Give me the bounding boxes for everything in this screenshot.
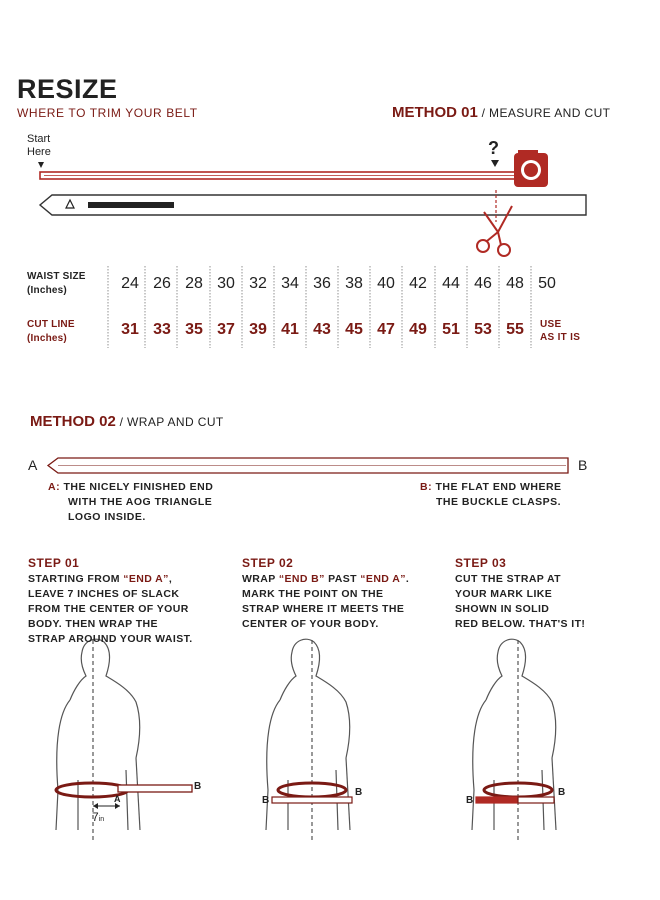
seven-value: 7 [92,810,99,824]
waist-size-value: 46 [474,275,492,292]
step-02-text-mid: PAST [324,573,361,585]
cut-line-label-2: (Inches) [27,333,67,344]
cut-line-value: 55 [506,321,524,338]
step-01 [28,556,238,647]
method-02-code: METHOD 02 [30,413,116,430]
waist-size-label [27,270,86,298]
question-mark: ? [488,138,499,158]
end-b-desc-2: THE BUCKLE CLASPS. [436,496,562,508]
cut-line-value: 49 [409,321,427,338]
step-02-text-end: . [405,573,410,585]
step-01-heading: STEP 01 [28,556,80,570]
use-as-is-line-2: AS IT IS [540,332,581,343]
step-01-text-comma: , [168,573,173,585]
step-02-b-left-label: B [262,795,270,806]
cut-line-value: 39 [249,321,267,338]
waist-size-value: 32 [249,275,267,292]
step-01-a-label: A [114,794,121,804]
waist-size-value: 44 [442,275,460,292]
cut-line-value: 43 [313,321,331,338]
method-02-heading [30,413,224,430]
step-03-figure [472,639,556,840]
waist-size-label-1: WAIST SIZE [27,271,86,282]
end-b-label: B [578,457,588,473]
waist-size-value: 24 [121,275,139,292]
seven-inches-label [92,810,104,824]
step-01-text-rest: LEAVE 7 INCHES OF SLACK FROM THE CENTER OF YOUR BODY. THEN WRAP THE STRAP AROUND YOUR WAIST. [28,588,193,645]
waist-size-value: 38 [345,275,363,292]
step-03-heading: STEP 03 [455,556,507,570]
step-01-text-start: STARTING FROM [28,573,124,585]
cut-line-label [27,318,75,346]
method-02-title: / WRAP AND CUT [115,415,224,429]
waist-size-label-2: (Inches) [27,285,67,296]
end-a-label: A [28,457,38,473]
cut-line-label-1: CUT LINE [27,319,75,330]
cut-line-value: 37 [217,321,235,338]
step-02-text-rest: MARK THE POINT ON THE STRAP WHERE IT MEETS THE CENTER OF YOUR BODY. [242,588,405,630]
waist-size-value: 36 [313,275,331,292]
waist-size-value: 26 [153,275,171,292]
method-01-code: METHOD 01 [392,104,478,121]
cut-line-value: 41 [281,321,299,338]
cut-line-value: 53 [474,321,492,338]
tape-measure-icon [514,150,548,187]
end-a-description [48,480,213,525]
cut-line-value: 33 [153,321,171,338]
step-01-b-label: B [194,781,202,792]
end-a-desc-3: LOGO INSIDE. [68,511,146,523]
end-b-description [420,480,562,510]
cut-line-value: 45 [345,321,363,338]
waist-size-value: 48 [506,275,524,292]
step-02-text-start: WRAP [242,573,279,585]
method-01-title: / MEASURE AND CUT [477,106,611,120]
end-a-desc-1: THE NICELY FINISHED END [60,481,214,493]
waist-size-value: 30 [217,275,235,292]
cut-line-value: 31 [121,321,139,338]
step-02-end-b: “END B” [278,573,325,585]
step-02-end-a: “END A” [360,573,406,585]
belt-diagram [40,190,586,222]
question-arrow-icon [491,160,499,167]
step-03-b-right-label: B [558,787,566,798]
end-a-key: A: [48,481,61,493]
inches-unit: in [98,816,105,823]
end-b-desc-1: THE FLAT END WHERE [432,481,562,493]
waist-size-value: 28 [185,275,203,292]
cut-line-value: 47 [377,321,395,338]
end-a-desc-2: WITH THE AOG TRIANGLE [68,496,213,508]
cut-line-value: 35 [185,321,203,338]
step-02-heading: STEP 02 [242,556,294,570]
page-subtitle: WHERE TO TRIM YOUR BELT [17,106,198,120]
step-03 [455,556,655,632]
start-arrow-icon [38,162,44,168]
step-02-b-right-label: B [355,787,363,798]
step-01-belt [56,783,192,809]
waist-size-value: 40 [377,275,395,292]
start-here-line-2: Here [27,146,51,158]
step-02 [242,556,452,632]
waist-size-value: 50 [538,275,556,292]
method-02-belt [48,458,568,473]
use-as-is-line-1: USE [540,319,562,330]
waist-size-value: 34 [281,275,299,292]
page-title: RESIZE [17,74,118,104]
use-as-is-label [540,318,580,344]
step-03-b-left-label: B [466,795,474,806]
cut-line-value: 51 [442,321,460,338]
step-01-end-a: “END A” [123,573,169,585]
step-02-belt [272,783,352,803]
end-b-key: B: [420,481,433,493]
step-02-figure [266,639,350,840]
waist-size-value: 42 [409,275,427,292]
step-03-text: CUT THE STRAP AT YOUR MARK LIKE SHOWN IN SOLID RED BELOW. THAT'S IT! [455,573,586,630]
start-here-line-1: Start [27,133,51,145]
